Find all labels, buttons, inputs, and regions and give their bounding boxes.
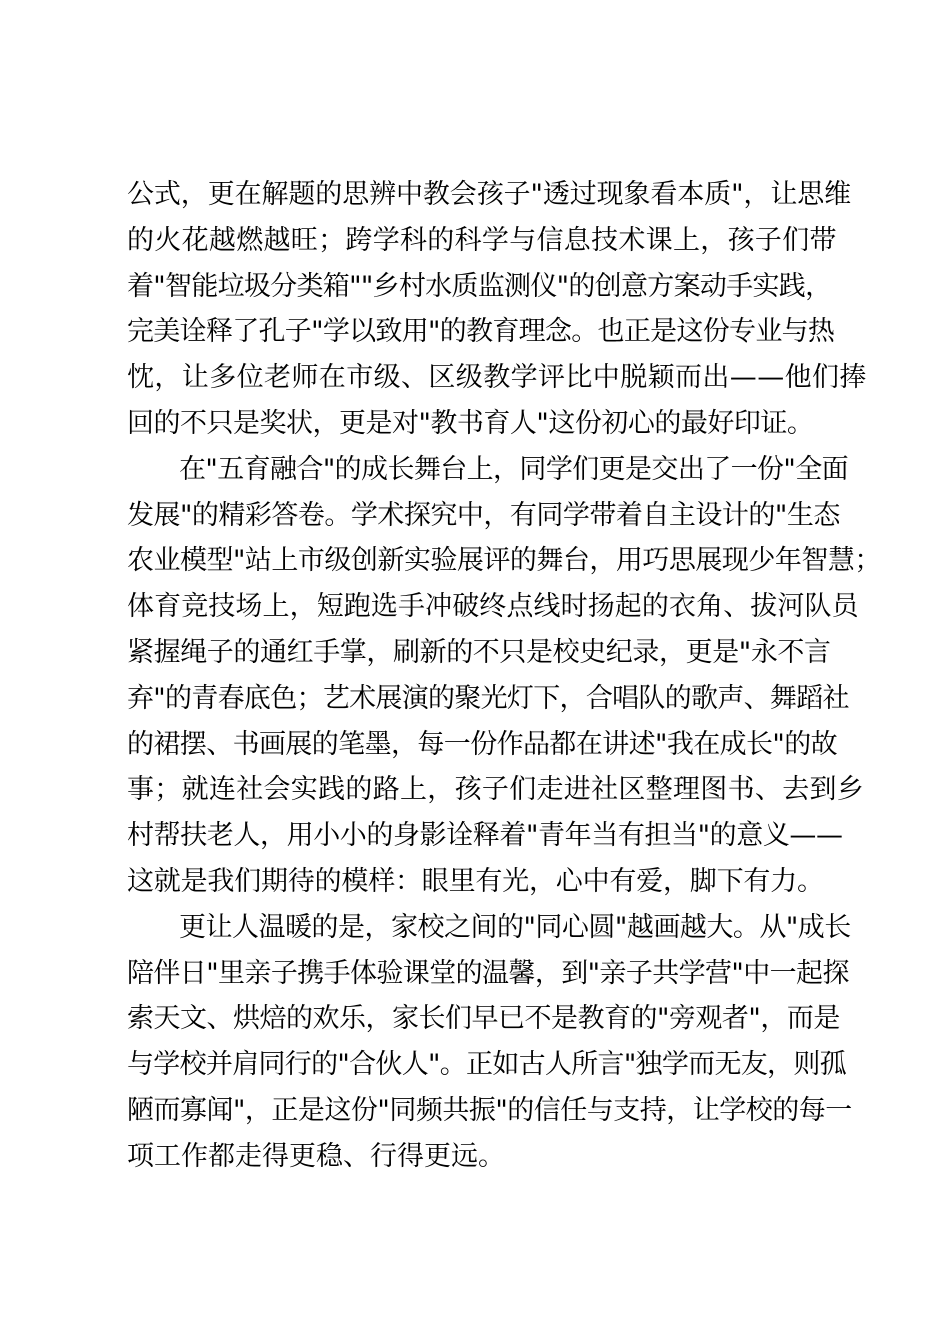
text-line: 村帮扶老人，用小小的身影诠释着"青年当有担当"的意义—— bbox=[127, 820, 843, 852]
text-line: 着"智能垃圾分类箱""乡村水质监测仪"的创意方案动手实践， bbox=[127, 270, 832, 302]
text-line: 的裙摆、书画展的笔墨，每一份作品都在讲述"我在成长"的故 bbox=[127, 728, 838, 760]
text-line: 的火花越燃越旺；跨学科的科学与信息技术课上，孩子们带 bbox=[127, 224, 837, 256]
text-line: 弃"的青春底色；艺术展演的聚光灯下，合唱队的歌声、舞蹈社 bbox=[127, 682, 849, 714]
text-line: 陋而寡闻"，正是这份"同频共振"的信任与支持，让学校的每一 bbox=[127, 1094, 852, 1126]
text-line: 项工作都走得更稳、行得更远。 bbox=[127, 1140, 505, 1172]
text-line: 忱，让多位老师在市级、区级教学评比中脱颖而出——他们捧 bbox=[127, 362, 867, 394]
body-text bbox=[127, 172, 881, 1180]
text-line: 农业模型"站上市级创新实验展评的舞台，用巧思展现少年智慧； bbox=[127, 545, 881, 577]
text-line: 紧握绳子的通红手掌，刷新的不只是校史纪录，更是"永不言 bbox=[127, 636, 831, 668]
text-line: 发展"的精彩答卷。学术探究中，有同学带着自主设计的"生态 bbox=[127, 499, 840, 531]
text-line: 在"五育融合"的成长舞台上，同学们更是交出了一份"全面 bbox=[179, 453, 849, 485]
text-line: 索天文、烘焙的欢乐，家长们早已不是教育的"旁观者"，而是 bbox=[127, 1003, 840, 1035]
text-line: 体育竞技场上，短跑选手冲破终点线时扬起的衣角、拔河队员 bbox=[127, 591, 859, 623]
text-line: 事；就连社会实践的路上，孩子们走进社区整理图书、去到乡 bbox=[127, 774, 865, 806]
text-line: 更让人温暖的是，家校之间的"同心圆"越画越大。从"成长 bbox=[179, 911, 851, 943]
text-line: 完美诠释了孔子"学以致用"的教育理念。也正是这份专业与热 bbox=[127, 316, 835, 348]
text-line: 公式，更在解题的思辨中教会孩子"透过现象看本质"，让思维 bbox=[127, 179, 852, 210]
text-line: 回的不只是奖状，更是对"教书育人"这份初心的最好印证。 bbox=[127, 407, 814, 439]
text-line: 与学校并肩同行的"合伙人"。正如古人所言"独学而无友，则孤 bbox=[127, 1049, 846, 1081]
text-line: 这就是我们期待的模样：眼里有光，心中有爱，脚下有力。 bbox=[127, 865, 824, 897]
text-line: 陪伴日"里亲子携手体验课堂的温馨，到"亲子共学营"中一起探 bbox=[127, 957, 849, 989]
